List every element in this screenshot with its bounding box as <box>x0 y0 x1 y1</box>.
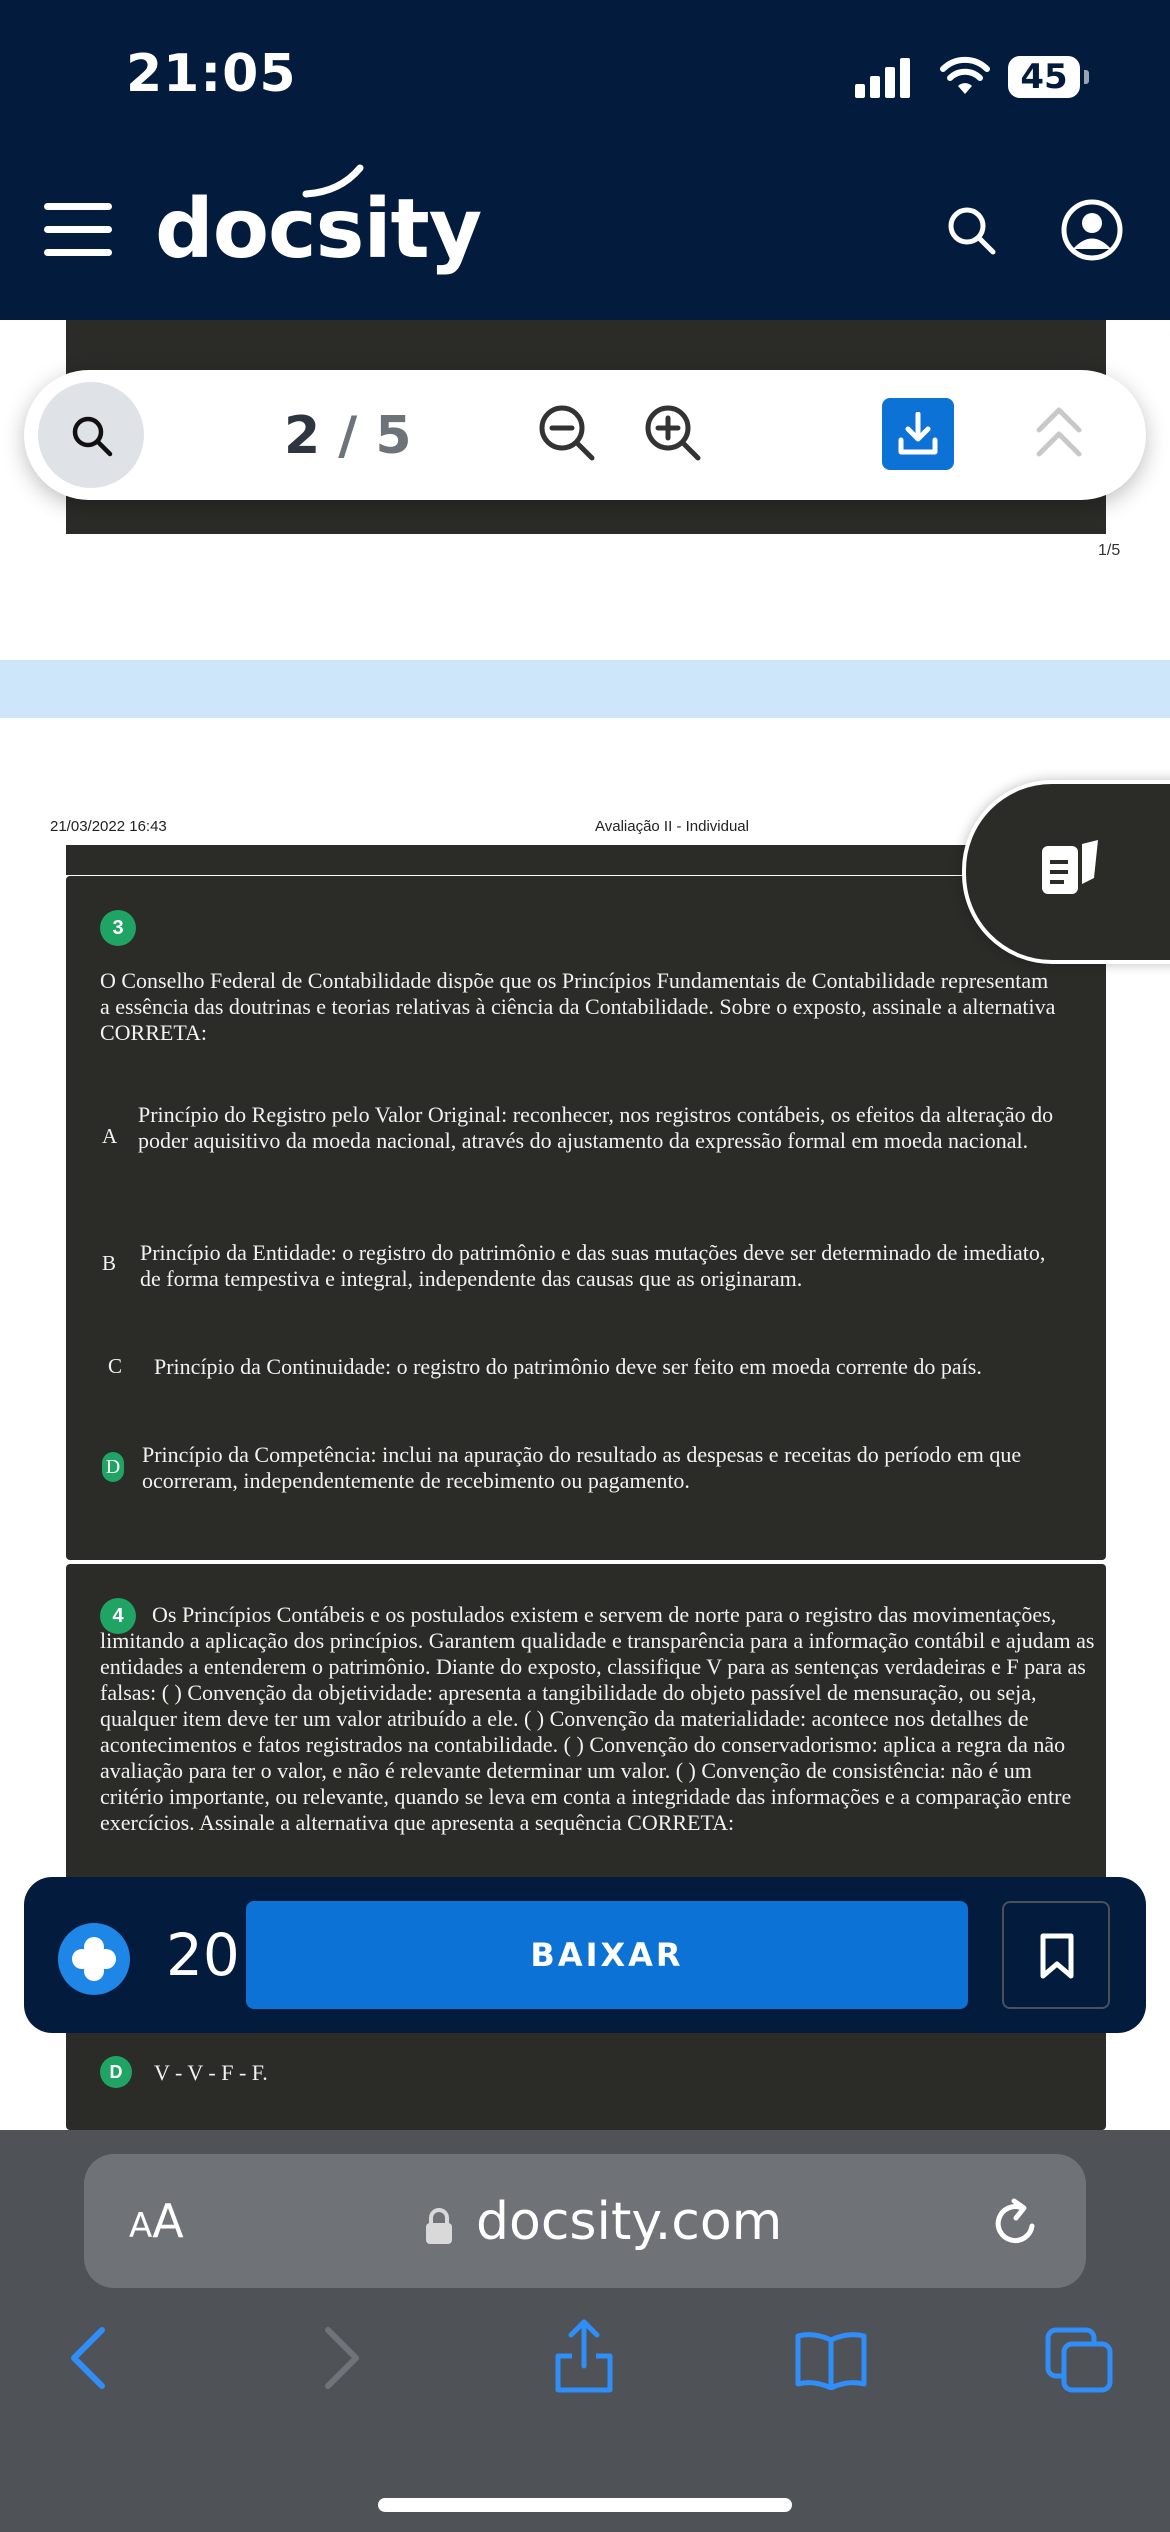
battery-level: 45 <box>1008 56 1080 98</box>
download-icon <box>898 412 938 456</box>
page-separator <box>0 660 1170 718</box>
user-profile-icon[interactable] <box>1060 198 1124 262</box>
document-info-tab[interactable] <box>962 780 1170 964</box>
cellular-signal-icon <box>855 58 915 98</box>
question-3-card <box>66 876 1106 1560</box>
scroll-to-top-icon[interactable] <box>1034 404 1084 464</box>
total-pages: 5 <box>375 406 412 466</box>
download-bar <box>24 1877 1146 2033</box>
print-date: 21/03/2022 16:43 <box>50 818 167 835</box>
home-indicator <box>378 2498 792 2512</box>
zoom-out-icon[interactable] <box>534 400 600 466</box>
option-d-badge: D <box>100 2056 132 2088</box>
tabs-icon[interactable] <box>1044 2326 1114 2394</box>
status-time: 21:05 <box>126 44 297 104</box>
back-icon[interactable] <box>66 2326 110 2390</box>
share-icon[interactable] <box>552 2318 616 2394</box>
address-bar[interactable] <box>84 2154 1086 2288</box>
page-indicator <box>284 406 412 466</box>
bookmark-button[interactable] <box>1002 1901 1110 2009</box>
aa-big: A <box>152 2194 184 2248</box>
browser-chrome <box>0 2130 1170 2532</box>
option-a-text: Princípio do Registro pelo Valor Original: reconhecer, nos registros contábeis, os efeitos da alteração do poder aquisitivo da moeda nacional, através do ajustamento da expressão formal em moeda nacional. <box>138 1102 1054 1153</box>
question-number-badge: 4 <box>100 1598 136 1634</box>
search-icon <box>70 414 114 458</box>
question-text: O Conselho Federal de Contabilidade dispõe que os Princípios Fundamentais de Contabilidade representam a essência das doutrinas e teorias relativas à ciência da Contabilidade. Sobre o exposto, assinale a alternativa CORRETA: <box>100 968 1056 1045</box>
question-number-badge: 3 <box>100 910 136 946</box>
document-icon <box>1040 838 1104 898</box>
bookmark-icon <box>1040 1933 1074 1979</box>
logo-accent-icon <box>300 164 370 204</box>
page-separator-slash: / <box>338 406 358 466</box>
app-header <box>0 0 1170 320</box>
current-page: 2 <box>284 406 321 466</box>
page-2-header-strip <box>66 845 1106 875</box>
question-text: Os Princípios Contábeis e os postulados existem e servem de norte para o registro das movimentações, limitando a aplicação dos princípios. Garantem qualidade e transparência para a informação contábil e ajudam as entidades a entenderem o patrimônio. Diante do exposto, classifique V para as sentenças verdadeiras e F para as falsas: ( ) Convenção da objetividade: apresenta a tangibilidade do objeto passível de mensuração, ou seja, qualquer item deve ter um valor atribuído a ele. ( ) Convenção da materialidade: acontece nos detalhes de acontecimentos e fatos registrados na contabilidade. ( ) Convenção do conservadorismo: aplica a regra da não avaliação para ter o valor, e não é relevante determinar um valor. ( ) Convenção de consistência: não é um critério importante, ou relevante, quando se leva em conta a integridade das informações e a comparação entre exercícios. Assinale a alternativa que apresenta a sequência CORRETA: <box>100 1602 1095 1835</box>
docsity-logo[interactable]: docsity <box>155 182 482 277</box>
lock-icon <box>424 2206 454 2246</box>
aa-small: A <box>129 2206 153 2246</box>
points-coin-icon <box>58 1923 130 1995</box>
bookmarks-icon[interactable] <box>794 2330 868 2390</box>
option-d-correct-badge: D <box>102 1452 124 1482</box>
option-d-text: V - V - F - F. <box>154 2060 268 2085</box>
forward-icon[interactable] <box>320 2326 364 2390</box>
option-a-letter: A <box>102 1124 118 1148</box>
option-c-text: Princípio da Continuidade: o registro do patrimônio deve ser feito em moeda corrente do país. <box>154 1354 982 1379</box>
battery-tip <box>1084 70 1089 84</box>
page-1-number: 1/5 <box>1098 542 1121 559</box>
hamburger-menu-icon[interactable] <box>44 203 112 257</box>
zoom-in-icon[interactable] <box>640 400 706 466</box>
flower-icon <box>68 1933 120 1985</box>
question-4-card <box>66 1564 1106 2130</box>
print-title: Avaliação II - Individual <box>595 818 749 835</box>
baixar-button[interactable]: BAIXAR <box>246 1901 968 2009</box>
search-icon[interactable] <box>945 204 999 258</box>
document-search-button[interactable] <box>38 382 144 488</box>
option-d-text: Princípio da Competência: inclui na apuração do resultado as despesas e receitas do período em que ocorreram, independentemente de recebimento ou pagamento. <box>142 1442 1022 1493</box>
reload-icon[interactable] <box>992 2198 1040 2248</box>
option-b-text: Princípio da Entidade: o registro do patrimônio e das suas mutações deve ser determinado de imediato, de forma tempestiva e integral, independente das causas que as originaram. <box>140 1240 1046 1291</box>
document-toolbar <box>24 370 1146 500</box>
reader-text-size-button[interactable] <box>129 2194 184 2248</box>
option-c-letter: C <box>108 1354 123 1378</box>
download-button[interactable] <box>882 398 954 470</box>
option-b-letter: B <box>102 1251 117 1275</box>
wifi-icon <box>940 56 990 96</box>
url-text[interactable]: docsity.com <box>476 2192 783 2252</box>
points-count: 20 <box>166 1921 240 1989</box>
